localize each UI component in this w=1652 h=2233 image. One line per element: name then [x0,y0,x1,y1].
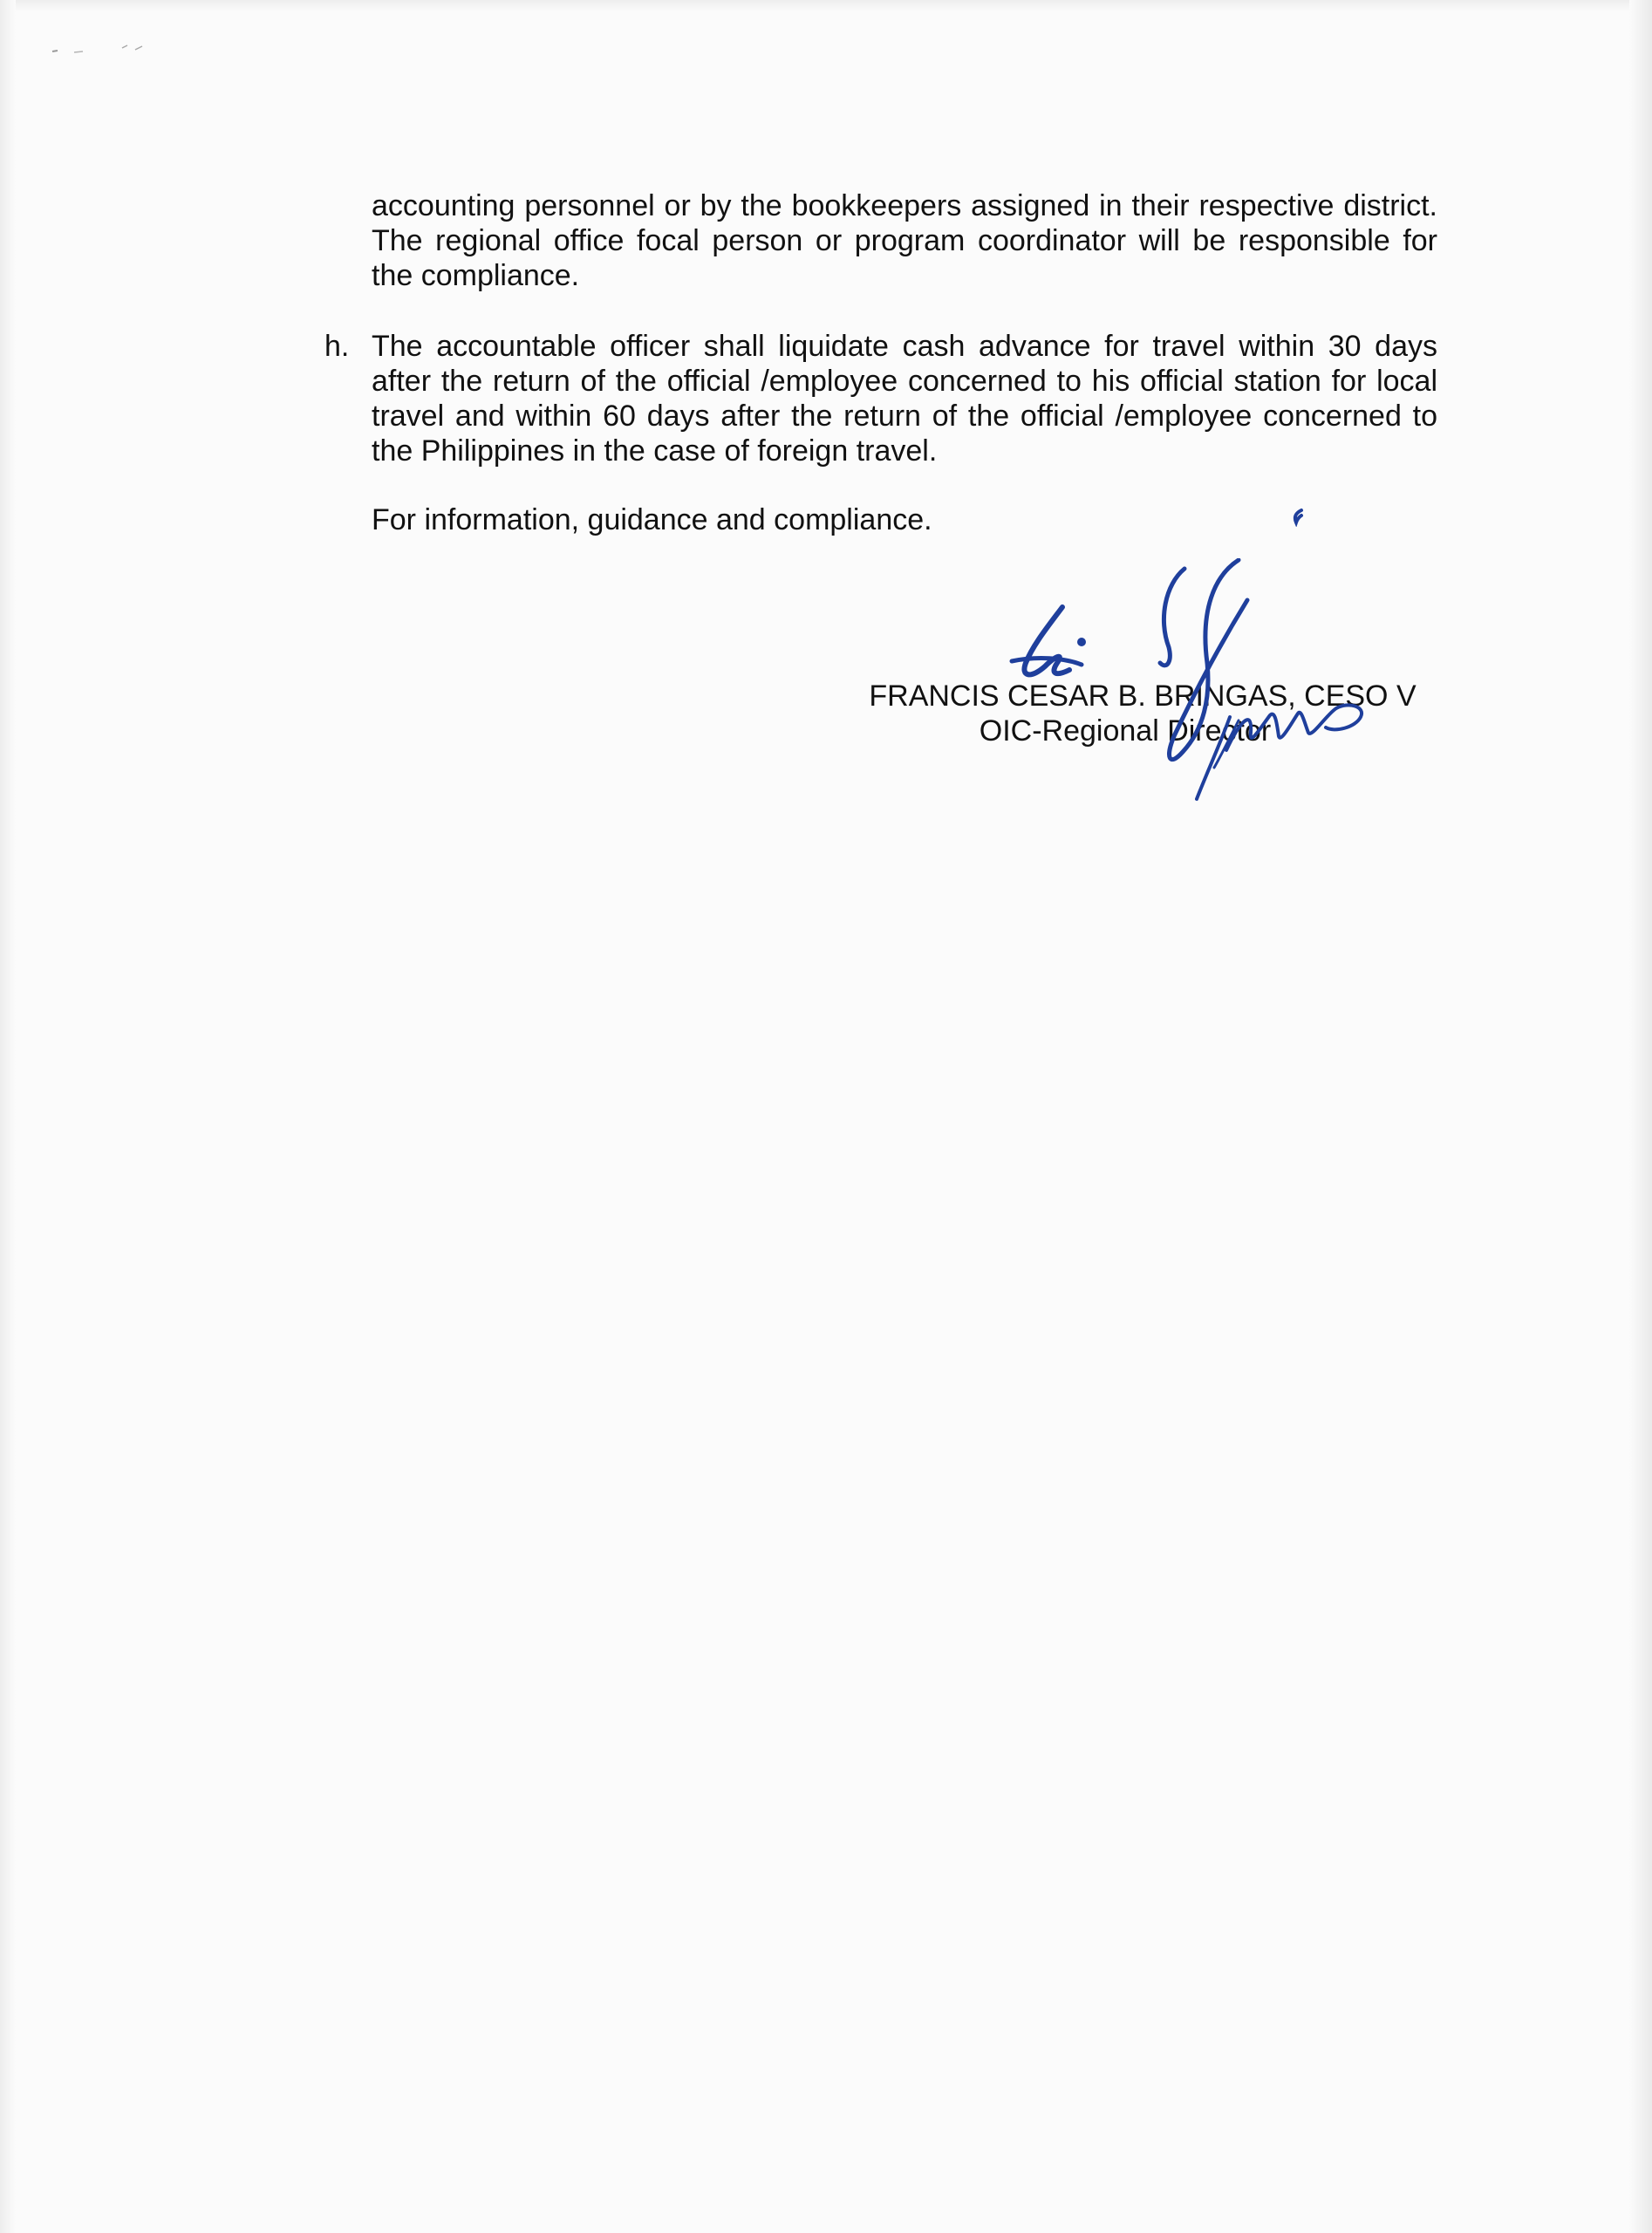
paragraph-item-g-continuation: accounting personnel or by the bookkeepers assigned in their respective district. The regional office focal person or program coordinator will be responsible for the compliance. [372,189,1437,292]
scan-top-edge [0,0,1652,12]
signatory-name: FRANCIS CESAR B. BRINGAS, CESO V [869,679,1416,713]
scan-left-edge [0,0,16,2233]
item-h-marker: h. [324,330,350,363]
scan-right-edge [1629,0,1652,2233]
signatory-title: OIC-Regional Director [979,714,1272,748]
initials-icon [1195,698,1387,802]
closing-line: For information, guidance and compliance. [372,503,932,536]
paragraph-item-h: The accountable officer shall liquidate cash advance for travel within 30 days after the return of the official /employee concerned to his official station for local travel and within 60 days after the return of the official /employee concerned to the Philippines in the case of foreign travel. [372,330,1437,468]
pen-tick-icon [1289,508,1307,527]
scan-specks [48,39,161,61]
